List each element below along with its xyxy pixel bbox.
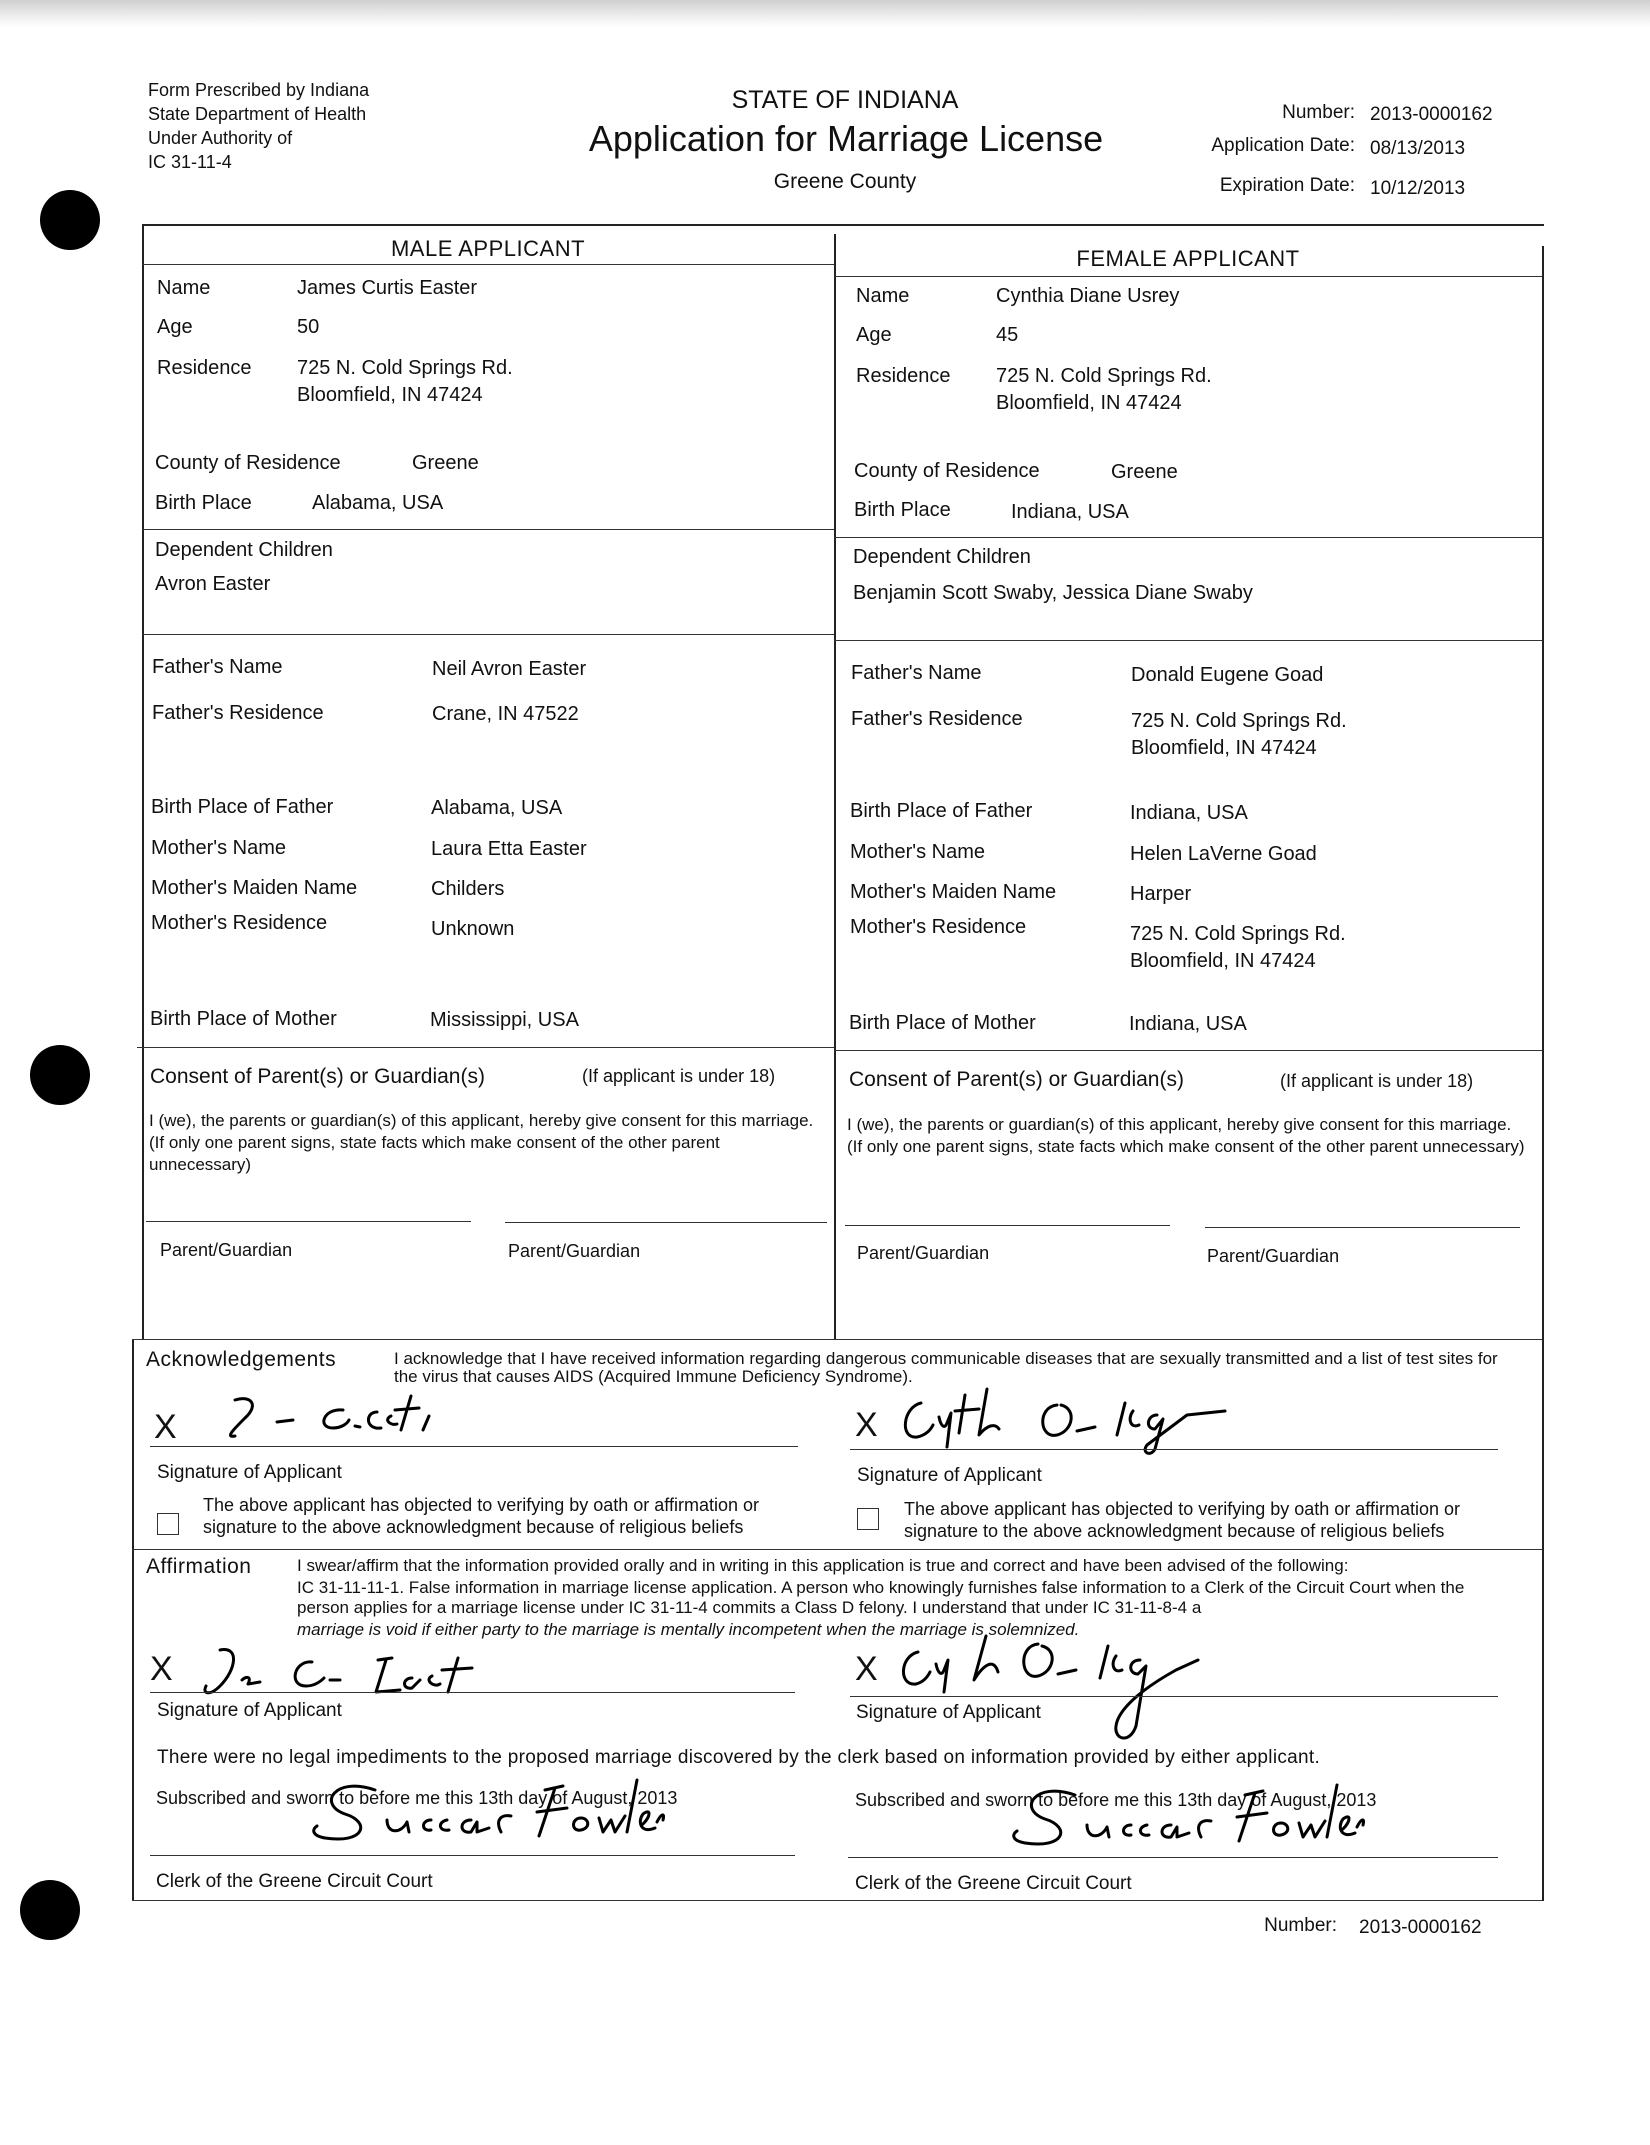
header-underline-male	[142, 264, 834, 265]
female-birth-place-mother-label: Birth Place of Mother	[849, 1012, 1036, 1034]
subscribed-year: , 2013	[1326, 1790, 1377, 1810]
female-consent-title: Consent of Parent(s) or Guardian(s)	[849, 1068, 1184, 1091]
punch-hole-top	[40, 190, 100, 250]
number-value: 2013-0000162	[1370, 104, 1493, 125]
female-name-value: Cynthia Diane Usrey	[996, 285, 1180, 307]
divider-parents-male	[142, 634, 834, 635]
frame-left-border-lower	[132, 1339, 134, 1901]
female-fathers-residence-line-2: Bloomfield, IN 47424	[1131, 737, 1317, 759]
female-birth-place-father-label: Birth Place of Father	[850, 800, 1033, 822]
male-birth-place-father-label: Birth Place of Father	[151, 796, 334, 818]
female-dependent-children-label: Dependent Children	[853, 546, 1031, 568]
male-affirm-x-mark: X	[150, 1650, 173, 1688]
female-ack-signature-line	[850, 1449, 1498, 1450]
state-heading: STATE OF INDIANA	[731, 86, 959, 114]
female-residence-line-2: Bloomfield, IN 47424	[996, 392, 1182, 414]
subscribed-prefix: Subscribed and sworn to before me this	[855, 1790, 1173, 1810]
subscribed-month: August	[1270, 1790, 1327, 1810]
female-religious-objection-checkbox[interactable]	[857, 1508, 879, 1530]
header-underline-female	[834, 276, 1542, 277]
acknowledgements-text: I acknowledge that I have received information regarding dangerous communicable diseases that are sexually transmitted and a list of test sites for the virus that causes AIDS (Acquired Immune Deficiency Syndrome).	[394, 1349, 1498, 1386]
female-clerk-signature	[1005, 1775, 1365, 1855]
impediments-statement: There were no legal impediments to the proposed marriage discovered by the clerk based on information provided by either applicant.	[157, 1747, 1321, 1768]
female-clerk-signature-line	[848, 1857, 1498, 1858]
punch-hole-bottom	[20, 1880, 80, 1940]
male-mothers-residence-value: Unknown	[431, 918, 515, 940]
subscribed-day: 13th	[478, 1788, 514, 1808]
punch-hole-middle	[30, 1045, 90, 1105]
prescribed-line: State Department of Health	[148, 104, 367, 124]
footer-number-value: 2013-0000162	[1359, 1917, 1482, 1938]
frame-right-border	[1542, 246, 1544, 1901]
male-fathers-residence-value: Crane, IN 47522	[432, 703, 579, 725]
male-mothers-name-label: Mother's Name	[151, 837, 286, 859]
female-affirm-signature-label: Signature of Applicant	[856, 1702, 1041, 1723]
male-religious-objection-text: The above applicant has objected to verifying by oath or affirmation or signature to the above acknowledgment because of religious beliefs	[203, 1495, 759, 1537]
female-age-label: Age	[856, 324, 892, 346]
female-ack-signature-label: Signature of Applicant	[857, 1465, 1042, 1486]
male-birth-place-label: Birth Place	[155, 492, 252, 514]
divider-children-male	[142, 529, 834, 530]
female-affirm-signature-line	[850, 1696, 1498, 1697]
frame-top-border	[142, 224, 1544, 226]
male-ack-x-mark: X	[154, 1408, 177, 1446]
prescribed-line: IC 31-11-4	[148, 152, 232, 172]
male-ack-signature-line	[150, 1446, 798, 1447]
female-mothers-maiden-value: Harper	[1130, 883, 1192, 905]
male-county-value: Greene	[412, 452, 479, 474]
subscribed-year: , 2013	[627, 1788, 678, 1808]
divider-parents-female	[834, 640, 1542, 641]
application-date-label: Application Date:	[1211, 135, 1355, 156]
female-affirm-signature	[890, 1630, 1210, 1750]
subscribed-day: 13th	[1177, 1790, 1213, 1810]
male-mothers-maiden-label: Mother's Maiden Name	[151, 877, 358, 899]
male-dependent-children-value: Avron Easter	[155, 573, 271, 595]
divider-consent-male	[137, 1047, 834, 1048]
county-heading: Greene County	[773, 170, 917, 193]
female-fathers-residence-label: Father's Residence	[851, 708, 1023, 730]
prescribed-line: Under Authority of	[148, 128, 293, 148]
female-ack-signature	[895, 1385, 1255, 1455]
prescribed-block	[148, 78, 369, 174]
male-birth-place-father-value: Alabama, USA	[431, 797, 563, 819]
female-consent-note: (If applicant is under 18)	[1280, 1071, 1474, 1091]
male-clerk-signature	[305, 1770, 665, 1850]
divider-affirmation	[132, 1549, 1542, 1550]
affirmation-text-2: IC 31-11-11-1. False information in marriage license application. A person who knowingly furnishes false information to a Clerk of the Circuit Court when the person applies for a marriage license under IC 31-11-4 commits a Class D felony. I understand that under IC 31-11-8-4 a	[297, 1578, 1465, 1617]
female-age-value: 45	[996, 324, 1019, 346]
male-residence-label: Residence	[157, 357, 252, 379]
male-name-label: Name	[157, 277, 211, 299]
female-county-label: County of Residence	[854, 460, 1040, 482]
male-parent-guardian-label-2: Parent/Guardian	[508, 1241, 641, 1261]
female-dependent-children-value: Benjamin Scott Swaby, Jessica Diane Swaby	[853, 582, 1253, 604]
male-dependent-children-label: Dependent Children	[155, 539, 333, 561]
affirmation-text-3: marriage is void if either party to the marriage is mentally incompetent when the marriage is solemnized.	[297, 1620, 1080, 1639]
female-birth-place-father-value: Indiana, USA	[1130, 802, 1248, 824]
male-fathers-name-label: Father's Name	[152, 656, 283, 678]
affirmation-text-1: I swear/affirm that the information provided orally and in writing in this application is true and correct and have been advised of the following:	[297, 1556, 1349, 1575]
female-name-label: Name	[856, 285, 910, 307]
acknowledgements-title: Acknowledgements	[146, 1348, 337, 1371]
female-residence-label: Residence	[856, 365, 951, 387]
male-fathers-residence-label: Father's Residence	[152, 702, 324, 724]
male-birth-place-value: Alabama, USA	[312, 492, 444, 514]
female-birth-place-label: Birth Place	[854, 499, 951, 521]
male-consent-text: I (we), the parents or guardian(s) of this applicant, hereby give consent for this marriage. (If only one parent signs, state facts which make consent of the other parent unnecessary)	[149, 1111, 814, 1174]
affirmation-title: Affirmation	[146, 1555, 252, 1578]
prescribed-line: Form Prescribed by Indiana	[148, 80, 370, 100]
female-fathers-name-value: Donald Eugene Goad	[1131, 664, 1324, 686]
male-mothers-name-value: Laura Etta Easter	[431, 838, 587, 860]
male-mothers-residence-label: Mother's Residence	[151, 912, 328, 934]
female-ack-x-mark: X	[855, 1406, 878, 1444]
male-age-label: Age	[157, 316, 193, 338]
male-birth-place-mother-label: Birth Place of Mother	[150, 1008, 337, 1030]
expiration-date-label: Expiration Date:	[1219, 175, 1355, 196]
male-mothers-maiden-value: Childers	[431, 878, 505, 900]
male-residence-line-2: Bloomfield, IN 47424	[297, 384, 483, 406]
female-mothers-residence-line-2: Bloomfield, IN 47424	[1130, 950, 1316, 972]
female-consent-text: I (we), the parents or guardian(s) of this applicant, hereby give consent for this marriage. (If only one parent signs, state facts which make consent of the other parent unnecessary)	[847, 1115, 1525, 1156]
application-date-value: 08/13/2013	[1370, 138, 1466, 159]
female-affirm-x-mark: X	[855, 1650, 878, 1688]
female-birth-place-value: Indiana, USA	[1011, 501, 1129, 523]
female-fathers-residence-line-1: 725 N. Cold Springs Rd.	[1131, 710, 1347, 732]
female-parent-guardian-label-1: Parent/Guardian	[857, 1243, 990, 1263]
male-guardian-signature-line-1	[146, 1221, 471, 1222]
male-ack-signature-label: Signature of Applicant	[157, 1462, 342, 1483]
number-label: Number:	[1282, 102, 1355, 123]
female-mothers-name-value: Helen LaVerne Goad	[1130, 843, 1317, 865]
male-affirm-signature-label: Signature of Applicant	[157, 1700, 342, 1721]
divider-acknowledgements	[132, 1339, 1542, 1340]
male-residence-line-1: 725 N. Cold Springs Rd.	[297, 357, 513, 379]
male-clerk-label: Clerk of the Greene Circuit Court	[156, 1871, 433, 1892]
female-residence-line-1: 725 N. Cold Springs Rd.	[996, 365, 1212, 387]
male-name-value: James Curtis Easter	[297, 277, 478, 299]
male-religious-objection-checkbox[interactable]	[157, 1513, 179, 1535]
expiration-date-value: 10/12/2013	[1370, 178, 1466, 199]
male-consent-title: Consent of Parent(s) or Guardian(s)	[150, 1065, 485, 1088]
male-fathers-name-value: Neil Avron Easter	[432, 658, 587, 680]
male-consent-note: (If applicant is under 18)	[582, 1066, 776, 1086]
female-parent-guardian-label-2: Parent/Guardian	[1207, 1246, 1340, 1266]
footer-number-label: Number:	[1264, 1915, 1337, 1936]
female-clerk-label: Clerk of the Greene Circuit Court	[855, 1873, 1132, 1894]
female-mothers-residence-label: Mother's Residence	[850, 916, 1027, 938]
female-religious-objection-text: The above applicant has objected to verifying by oath or affirmation or signature to the above acknowledgment because of religious beliefs	[904, 1499, 1460, 1541]
subscribed-prefix: Subscribed and sworn to before me this	[156, 1788, 474, 1808]
female-county-value: Greene	[1111, 461, 1178, 483]
scan-edge-shadow	[0, 0, 1650, 28]
female-mothers-name-label: Mother's Name	[850, 841, 985, 863]
female-fathers-name-label: Father's Name	[851, 662, 982, 684]
subscribed-day-of: day of	[518, 1788, 568, 1808]
frame-center-divider	[834, 234, 836, 1339]
male-age-value: 50	[297, 316, 320, 338]
female-birth-place-mother-value: Indiana, USA	[1129, 1013, 1247, 1035]
frame-left-border	[142, 224, 144, 1339]
divider-consent-female	[834, 1050, 1542, 1051]
male-ack-signature	[215, 1390, 475, 1450]
female-applicant-heading: FEMALE APPLICANT	[1076, 246, 1300, 271]
female-mothers-residence-line-1: 725 N. Cold Springs Rd.	[1130, 923, 1346, 945]
female-guardian-signature-line-2	[1205, 1227, 1520, 1228]
male-affirm-signature-line	[150, 1692, 795, 1693]
male-clerk-signature-line	[150, 1855, 795, 1856]
subscribed-month: August	[571, 1788, 628, 1808]
divider-children-female	[834, 537, 1542, 538]
male-county-label: County of Residence	[155, 452, 341, 474]
male-parent-guardian-label-1: Parent/Guardian	[160, 1240, 293, 1260]
subscribed-day-of: day of	[1217, 1790, 1267, 1810]
female-mothers-maiden-label: Mother's Maiden Name	[850, 881, 1057, 903]
male-guardian-signature-line-2	[505, 1222, 827, 1223]
frame-bottom-border	[132, 1900, 1542, 1901]
male-applicant-heading: MALE APPLICANT	[390, 236, 586, 261]
male-birth-place-mother-value: Mississippi, USA	[430, 1009, 579, 1031]
page-title: Application for Marriage License	[588, 118, 1104, 159]
female-guardian-signature-line-1	[845, 1225, 1170, 1226]
